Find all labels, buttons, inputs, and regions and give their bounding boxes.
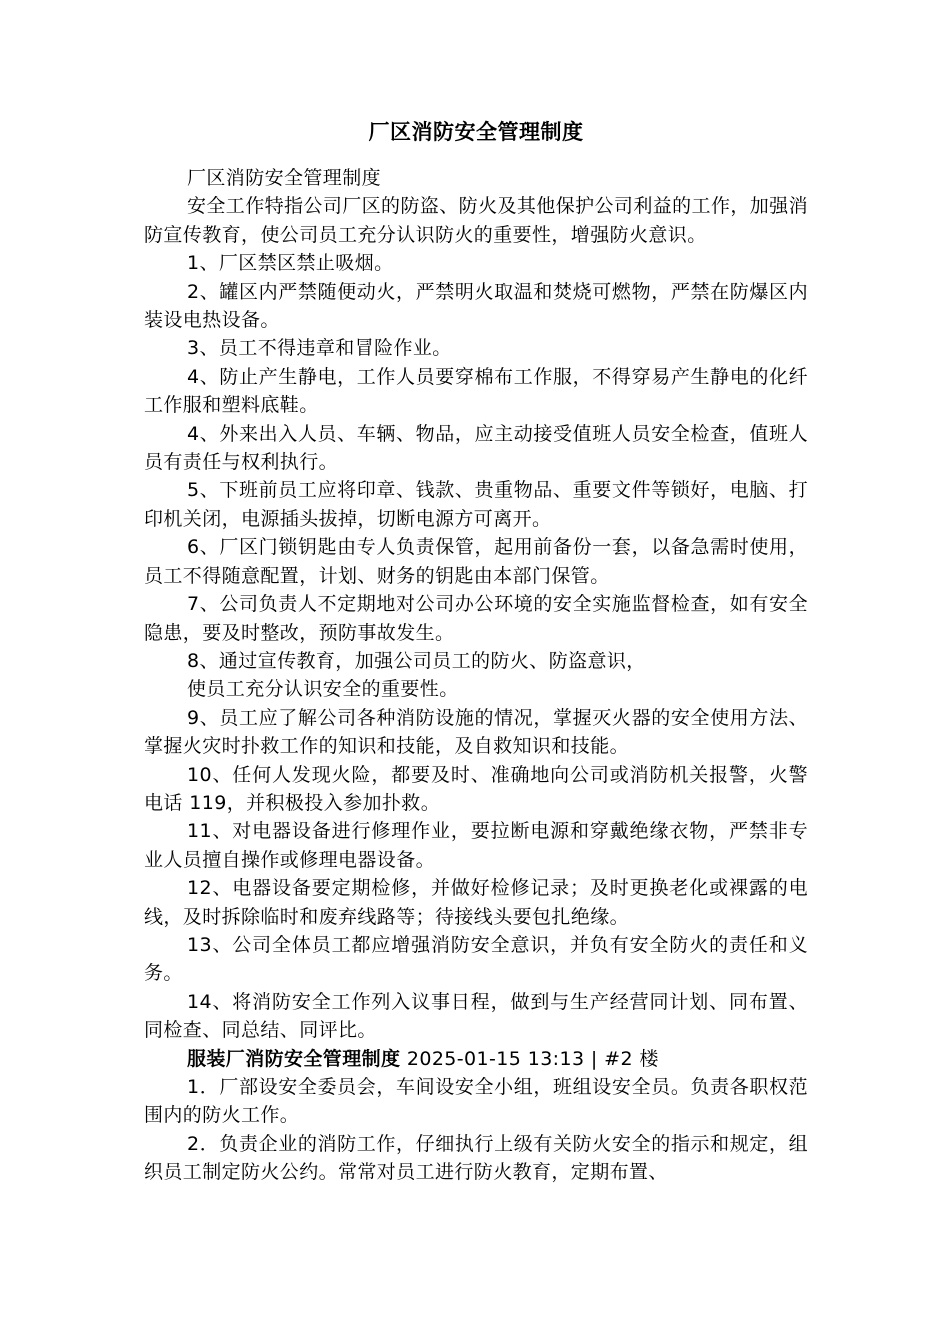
document-page [144, 112, 808, 1187]
paragraph: 10、任何人发现火险，都要及时、准确地向公司或消防机关报警，火警电话 119，并积极投入参加扑救。 [144, 763, 808, 814]
paragraph: 4、外来出入人员、车辆、物品，应主动接受值班人员安全检查，值班人员有责任与权利执行。 [144, 422, 808, 474]
paragraph: 14、将消防安全工作列入议事日程，做到与生产经营同计划、同布置、同检查、同总结、同评比。 [144, 990, 808, 1042]
post-meta: 2025-01-15 13:13 | #2 楼 [400, 1047, 659, 1070]
paragraph: 11、对电器设备进行修理作业，要拉断电源和穿戴绝缘衣物，严禁非专业人员擅自操作或修理电器设备。 [144, 820, 808, 871]
section-heading: 服装厂消防安全管理制度 [187, 1047, 401, 1070]
paragraph: 1．厂部设安全委员会，车间设安全小组，班组设安全员。负责各职权范围内的防火工作。 [144, 1076, 808, 1127]
paragraph: 1、厂区禁区禁止吸烟。 [187, 252, 394, 275]
paragraph: 6、厂区门锁钥匙由专人负责保管，起用前备份一套，以备急需时使用，员工不得随意配置，计划、财务的钥匙由本部门保管。 [144, 536, 808, 587]
paragraph: 4、防止产生静电，工作人员要穿棉布工作服，不得穿易产生静电的化纤工作服和塑料底鞋。 [144, 365, 808, 417]
paragraph: 使员工充分认识安全的重要性。 [187, 678, 459, 701]
paragraph: 2、罐区内严禁随便动火，严禁明火取温和焚烧可燃物，严禁在防爆区内装设电热设备。 [144, 280, 808, 332]
paragraph: 12、电器设备要定期检修，并做好检修记录；及时更换老化或裸露的电线，及时拆除临时和废弃线路等；待接线头要包扎绝缘。 [144, 877, 808, 928]
paragraph: 13、公司全体员工都应增强消防安全意识，并负有安全防火的责任和义务。 [144, 933, 808, 985]
paragraph: 厂区消防安全管理制度 [187, 167, 382, 189]
paragraph: 3、员工不得违章和冒险作业。 [187, 337, 452, 360]
paragraph: 2．负责企业的消防工作，仔细执行上级有关防火安全的指示和规定，组织员工制定防火公约。常常对员工进行防火教育，定期布置、 [144, 1132, 808, 1184]
paragraph: 9、员工应了解公司各种消防设施的情况，掌握灭火器的安全使用方法、掌握火灾时扑救工作的知识和技能，及自救知识和技能。 [144, 706, 808, 758]
paragraph: 5、下班前员工应将印章、钱款、贵重物品、重要文件等锁好，电脑、打印机关闭，电源插头拔掉，切断电源方可离开。 [144, 479, 808, 530]
document-title: 厂区消防安全管理制度 [368, 120, 584, 144]
paragraph: 8、通过宣传教育，加强公司员工的防火、防盗意识， [187, 649, 646, 672]
paragraph: 安全工作特指公司厂区的防盗、防火及其他保护公司利益的工作，加强消防宣传教育，使公司员工充分认识防火的重要性，增强防火意识。 [144, 195, 808, 246]
section-heading-line [144, 1045, 808, 1073]
document-body [144, 164, 808, 1187]
paragraph: 7、公司负责人不定期地对公司办公环境的安全实施监督检查，如有安全隐患，要及时整改，预防事故发生。 [144, 593, 808, 644]
